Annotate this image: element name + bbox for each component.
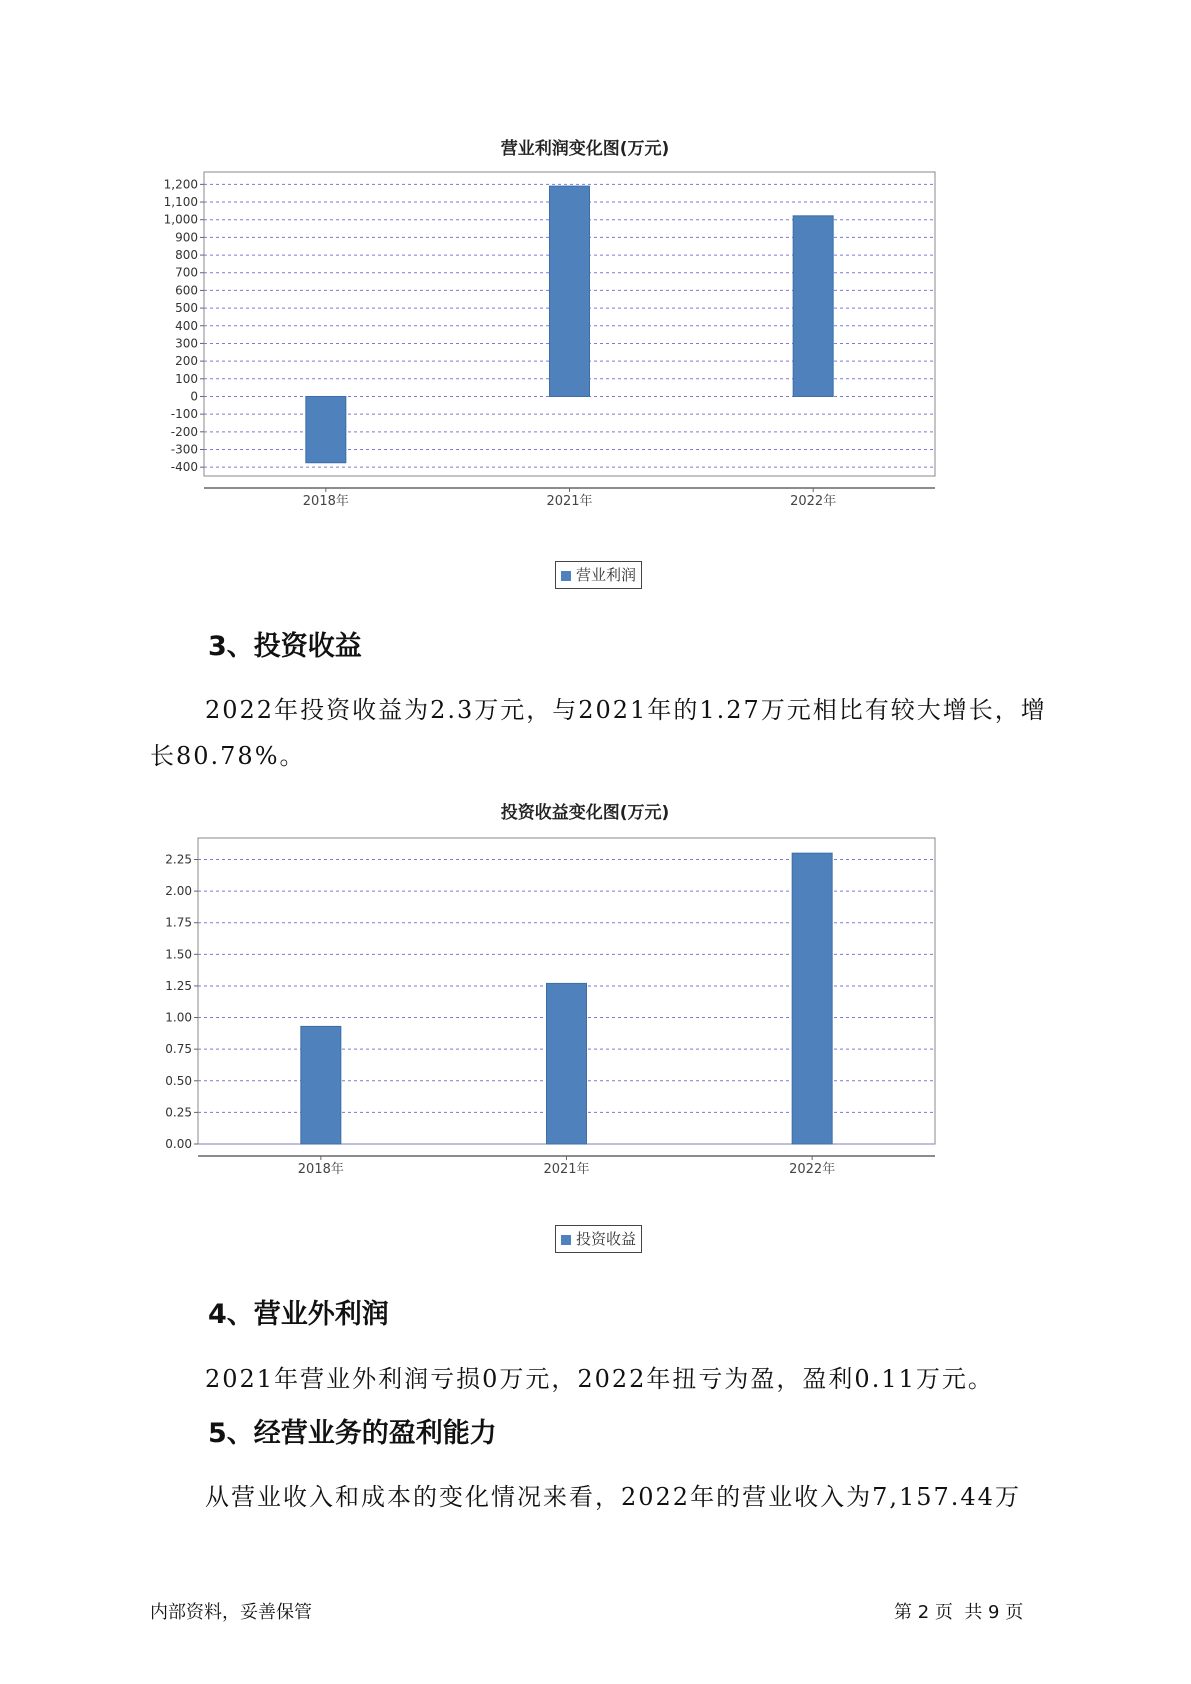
y-tick-label: 1,200 [163,177,198,192]
y-tick-label: 600 [175,283,198,298]
y-tick-label: -100 [170,407,198,422]
x-tick-label: 2021年 [543,1162,590,1177]
y-tick-label: -200 [170,424,198,439]
legend-swatch [561,1235,571,1245]
chart-plot [150,128,1020,548]
x-tick-label: 2021年 [546,494,593,509]
x-tick-label: 2022年 [790,494,837,509]
y-tick-label: 2.25 [165,852,192,867]
y-tick-label: 500 [175,301,198,316]
section-5-paragraph-line-1: 从营业收入和成本的变化情况来看，2022年的营业收入为7,157.44万 [205,1483,1021,1511]
investment-income-chart [150,792,1020,1262]
y-tick-label: 100 [175,371,198,386]
y-tick-label: 0.25 [165,1105,192,1120]
y-tick-label: 0.00 [165,1137,192,1151]
section-5-heading: 5、经营业务的盈利能力 [208,1418,497,1449]
y-tick-label: 0.50 [165,1073,192,1088]
y-tick-label: 1,000 [163,212,198,227]
section-4-heading: 4、营业外利润 [208,1299,389,1330]
bar-2018年 [306,396,346,462]
y-tick-label: 1,100 [163,195,198,210]
y-tick-label: 400 [175,318,198,333]
section-3-paragraph-line-2: 长80.78%。 [150,742,306,770]
legend-label: 营业利润 [576,566,637,584]
y-tick-label: -300 [170,442,198,457]
y-tick-label: 0 [190,389,198,404]
legend-swatch [561,571,571,581]
y-tick-label: 200 [175,354,198,369]
y-tick-label: -400 [170,460,198,475]
y-tick-label: 1.75 [165,915,192,930]
footer-page-number: 第 2 页 共 9 页 [894,1602,1024,1623]
chart-plot [150,792,1020,1212]
section-3-heading: 3、投资收益 [208,631,362,662]
footer-confidential-note: 内部资料，妥善保管 [150,1602,312,1623]
x-tick-label: 2018年 [302,494,349,509]
y-tick-label: 300 [175,336,198,351]
section-4-paragraph-line-1: 2021年营业外利润亏损0万元，2022年扭亏为盈，盈利0.11万元。 [205,1365,994,1393]
y-tick-label: 700 [175,265,198,280]
bar-2021年 [547,983,587,1144]
legend-label: 投资收益 [576,1230,637,1248]
operating-profit-chart [150,128,1020,598]
y-tick-label: 1.00 [165,1010,192,1025]
bar-2022年 [793,216,833,397]
bar-2021年 [550,186,590,396]
chart-legend [555,561,642,589]
y-tick-label: 0.75 [165,1042,192,1057]
y-tick-label: 2.00 [165,884,192,899]
bar-2022年 [792,853,832,1144]
y-tick-label: 900 [175,230,198,245]
chart-title: 投资收益变化图(万元) [500,803,670,823]
chart-title: 营业利润变化图(万元) [500,139,670,159]
section-3-paragraph-line-1: 2022年投资收益为2.3万元，与2021年的1.27万元相比有较大增长，增 [205,696,1047,724]
y-tick-label: 1.25 [165,978,192,993]
bar-2018年 [301,1026,341,1144]
x-tick-label: 2022年 [789,1162,836,1177]
x-tick-label: 2018年 [297,1162,344,1177]
y-tick-label: 800 [175,248,198,263]
chart-legend [555,1225,642,1253]
y-tick-label: 1.50 [165,947,192,962]
